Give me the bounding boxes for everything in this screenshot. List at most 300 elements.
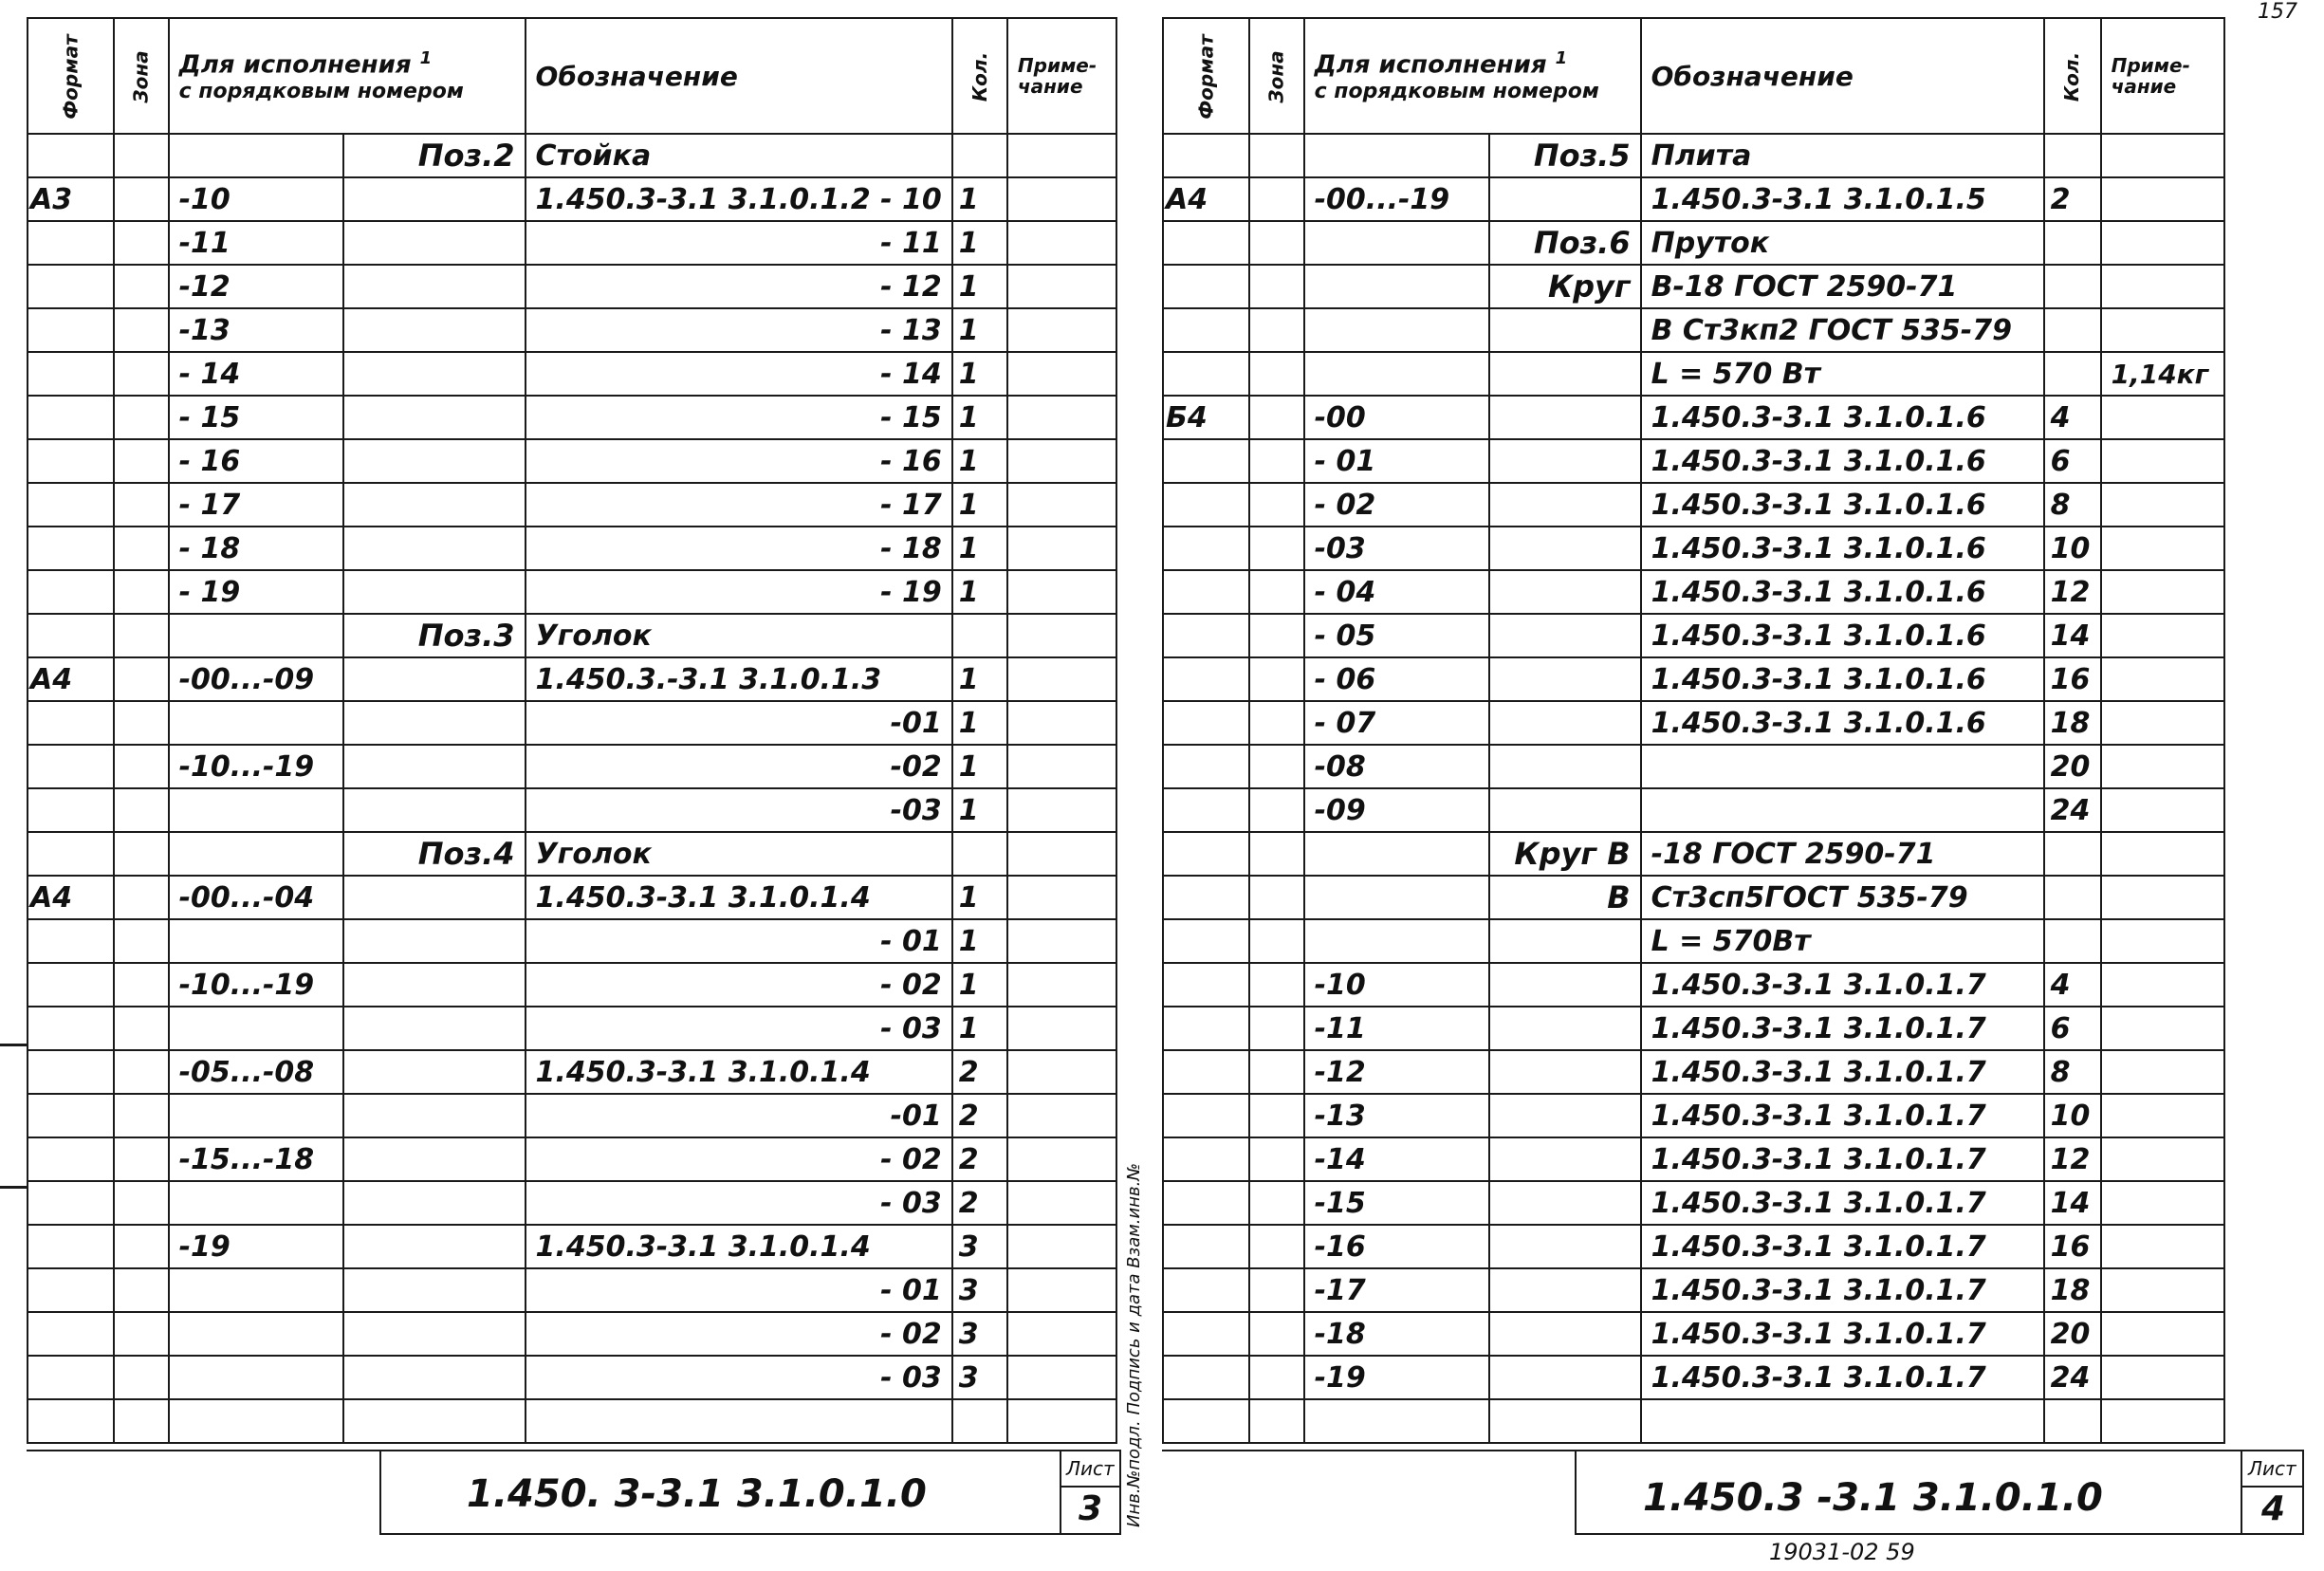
note-cell	[1007, 1181, 1116, 1225]
variant-cell	[169, 1312, 343, 1356]
format-header: Формат	[28, 18, 114, 134]
header-row	[1163, 18, 2224, 134]
qty-cell: 1	[952, 963, 1007, 1007]
table-row	[28, 1050, 1116, 1094]
zone-cell	[1249, 439, 1303, 483]
zone-cell	[1249, 1007, 1303, 1050]
note-cell	[1007, 352, 1116, 396]
designation-cell: -01	[526, 1094, 952, 1137]
position-cell: Поз.5	[1489, 134, 1641, 177]
zone-cell	[1249, 1312, 1303, 1356]
note-cell	[1007, 396, 1116, 439]
qty-cell: 8	[2044, 483, 2101, 527]
variant-cell: -15	[1304, 1181, 1489, 1225]
position-cell	[343, 1312, 526, 1356]
left-sheet-number: 3	[1079, 1489, 1103, 1528]
designation-cell: 1.450.3-3.1 3.1.0.1.5	[1641, 177, 2044, 221]
position-cell	[343, 788, 526, 832]
variant-cell: -13	[1304, 1094, 1489, 1137]
zone-cell	[1249, 265, 1303, 308]
zone-cell	[114, 876, 168, 919]
position-cell: Поз.6	[1489, 221, 1641, 265]
zone-cell	[114, 657, 168, 701]
zone-cell	[1249, 614, 1303, 657]
note-cell	[2101, 570, 2224, 614]
designation-cell: 1.450.3-3.1 3.1.0.1.7	[1641, 1007, 2044, 1050]
designation-cell	[526, 1399, 952, 1443]
note-cell	[2101, 1137, 2224, 1181]
note-cell	[2101, 919, 2224, 963]
qty-cell: 1	[952, 657, 1007, 701]
variant-cell	[1304, 919, 1489, 963]
designation-cell: Уголок	[526, 832, 952, 876]
qty-cell	[952, 134, 1007, 177]
table-row	[28, 614, 1116, 657]
qty-cell: 3	[952, 1268, 1007, 1312]
variant-cell	[169, 134, 343, 177]
designation-cell: - 14	[526, 352, 952, 396]
format-cell	[28, 1007, 114, 1050]
format-cell	[1163, 1356, 1249, 1399]
qty-cell: 1	[952, 527, 1007, 570]
format-cell	[1163, 1268, 1249, 1312]
designation-cell	[1641, 745, 2044, 788]
table-row	[1163, 221, 2224, 265]
qty-cell: 14	[2044, 1181, 2101, 1225]
qty-cell: 24	[2044, 1356, 2101, 1399]
designation-cell: 1.450.3-3.1 3.1.0.1.7	[1641, 1356, 2044, 1399]
format-cell	[28, 919, 114, 963]
position-cell	[343, 570, 526, 614]
position-cell	[1489, 1356, 1641, 1399]
designation-cell	[1641, 1399, 2044, 1443]
note-cell	[1007, 832, 1116, 876]
table-row	[1163, 614, 2224, 657]
qty-cell	[2044, 352, 2101, 396]
variant-cell: -11	[169, 221, 343, 265]
position-cell	[1489, 1312, 1641, 1356]
note-cell	[1007, 1137, 1116, 1181]
header-row	[28, 18, 1116, 134]
position-cell	[1489, 1007, 1641, 1050]
variant-cell: -19	[169, 1225, 343, 1268]
table-row	[1163, 832, 2224, 876]
table-row	[28, 570, 1116, 614]
format-cell	[28, 1094, 114, 1137]
variant-cell	[169, 1356, 343, 1399]
table-row	[1163, 177, 2224, 221]
table-row	[1163, 745, 2224, 788]
note-cell	[2101, 483, 2224, 527]
zone-cell	[1249, 919, 1303, 963]
position-cell	[343, 177, 526, 221]
qty-cell: 1	[952, 221, 1007, 265]
designation-cell: 1.450.3-3.1 3.1.0.1.6	[1641, 570, 2044, 614]
zone-cell	[114, 701, 168, 745]
note-cell	[2101, 1094, 2224, 1137]
table-row	[1163, 396, 2224, 439]
format-cell	[28, 439, 114, 483]
qty-cell: 8	[2044, 1050, 2101, 1094]
note-cell	[2101, 396, 2224, 439]
zone-cell	[114, 527, 168, 570]
variant-cell: -10...-19	[169, 963, 343, 1007]
format-cell	[28, 1356, 114, 1399]
position-cell	[1489, 177, 1641, 221]
footer-number: 19031-02 59	[1769, 1539, 1915, 1565]
format-header: Формат	[1163, 18, 1249, 134]
variant-cell: -09	[1304, 788, 1489, 832]
variant-cell: - 19	[169, 570, 343, 614]
designation-cell: 1.450.3-3.1 3.1.0.1.6	[1641, 483, 2044, 527]
position-cell	[1489, 657, 1641, 701]
table-row	[28, 265, 1116, 308]
variant-cell	[169, 1007, 343, 1050]
format-cell	[28, 396, 114, 439]
zone-cell	[114, 1137, 168, 1181]
designation-cell: -03	[526, 788, 952, 832]
position-cell	[1489, 527, 1641, 570]
designation-cell: - 01	[526, 1268, 952, 1312]
variant-cell: -12	[1304, 1050, 1489, 1094]
table-row	[28, 177, 1116, 221]
variant-cell	[1304, 134, 1489, 177]
zone-cell	[1249, 396, 1303, 439]
position-cell: Поз.4	[343, 832, 526, 876]
variant-cell: - 14	[169, 352, 343, 396]
designation-cell: - 02	[526, 1137, 952, 1181]
zone-cell	[1249, 1181, 1303, 1225]
format-cell	[1163, 439, 1249, 483]
right-sheet-number: 4	[2261, 1489, 2286, 1528]
qty-cell: 16	[2044, 1225, 2101, 1268]
position-cell	[343, 1050, 526, 1094]
table-row	[28, 745, 1116, 788]
designation-cell: 1.450.3-3.1 3.1.0.1.4	[526, 876, 952, 919]
table-row	[28, 1181, 1116, 1225]
qty-cell: 10	[2044, 1094, 2101, 1137]
side-stamp: Инв.№подл. Подпись и дата Взам.инв.№	[1124, 1162, 1144, 1527]
qty-cell	[2044, 265, 2101, 308]
note-cell	[1007, 963, 1116, 1007]
variant-cell	[1304, 1399, 1489, 1443]
zone-cell	[1249, 221, 1303, 265]
qty-cell: 20	[2044, 1312, 2101, 1356]
variant-cell	[1304, 308, 1489, 352]
qty-cell: 18	[2044, 1268, 2101, 1312]
position-cell	[343, 876, 526, 919]
qty-cell: 12	[2044, 1137, 2101, 1181]
note-cell	[1007, 221, 1116, 265]
designation-cell: - 13	[526, 308, 952, 352]
note-cell	[2101, 1007, 2224, 1050]
variant-cell: -00...-19	[1304, 177, 1489, 221]
format-cell	[28, 832, 114, 876]
qty-cell: 16	[2044, 657, 2101, 701]
note-cell	[2101, 527, 2224, 570]
qty-cell: 1	[952, 701, 1007, 745]
zone-cell	[114, 1312, 168, 1356]
variant-cell: -15...-18	[169, 1137, 343, 1181]
format-cell	[28, 483, 114, 527]
format-cell	[1163, 919, 1249, 963]
designation-cell: 1.450.3-3.1 3.1.0.1.4	[526, 1225, 952, 1268]
format-cell	[28, 352, 114, 396]
table-row	[28, 527, 1116, 570]
designation-cell: - 03	[526, 1007, 952, 1050]
table-row	[28, 1094, 1116, 1137]
note-cell	[2101, 177, 2224, 221]
note-cell	[2101, 701, 2224, 745]
designation-cell: 1.450.3-3.1 3.1.0.1.7	[1641, 1050, 2044, 1094]
zone-cell	[114, 1225, 168, 1268]
position-cell	[343, 963, 526, 1007]
position-cell: Круг	[1489, 265, 1641, 308]
note-cell	[1007, 570, 1116, 614]
zone-header: Зона	[114, 18, 168, 134]
position-cell	[343, 439, 526, 483]
qty-cell: 1	[952, 745, 1007, 788]
note-cell	[2101, 221, 2224, 265]
position-cell	[343, 352, 526, 396]
table-row	[28, 657, 1116, 701]
format-cell	[28, 745, 114, 788]
table-row	[1163, 963, 2224, 1007]
format-cell	[1163, 701, 1249, 745]
position-cell: Круг В	[1489, 832, 1641, 876]
qty-cell	[952, 832, 1007, 876]
variant-cell: -10	[169, 177, 343, 221]
note-cell	[2101, 1356, 2224, 1399]
position-cell	[343, 221, 526, 265]
variant-cell	[169, 1181, 343, 1225]
position-cell	[343, 701, 526, 745]
format-cell: А3	[28, 177, 114, 221]
designation-cell: 1.450.3-3.1 3.1.0.1.4	[526, 1050, 952, 1094]
designation-cell: - 15	[526, 396, 952, 439]
table-row	[28, 1356, 1116, 1399]
table-row	[1163, 527, 2224, 570]
qty-cell: 1	[952, 876, 1007, 919]
note-cell	[2101, 745, 2224, 788]
table-row	[28, 788, 1116, 832]
note-cell	[1007, 701, 1116, 745]
qty-cell: 20	[2044, 745, 2101, 788]
table-row	[1163, 1399, 2224, 1443]
zone-cell	[114, 788, 168, 832]
note-cell	[1007, 177, 1116, 221]
qty-cell: 3	[952, 1225, 1007, 1268]
position-cell	[343, 1356, 526, 1399]
qty-cell	[2044, 832, 2101, 876]
note-header: Приме-чание	[2101, 18, 2224, 134]
qty-cell	[952, 614, 1007, 657]
zone-cell	[114, 483, 168, 527]
format-cell	[28, 1225, 114, 1268]
note-cell	[2101, 265, 2224, 308]
table-row	[28, 919, 1116, 963]
qty-cell: 2	[952, 1094, 1007, 1137]
note-cell	[1007, 1050, 1116, 1094]
designation-cell: - 12	[526, 265, 952, 308]
designation-cell: 1.450.3-3.1 3.1.0.1.6	[1641, 439, 2044, 483]
qty-cell: 2	[952, 1050, 1007, 1094]
note-cell	[1007, 1007, 1116, 1050]
zone-cell	[1249, 1399, 1303, 1443]
position-cell	[343, 1268, 526, 1312]
zone-cell	[114, 1050, 168, 1094]
designation-cell	[1641, 788, 2044, 832]
left-spec-table	[27, 17, 1117, 1444]
zone-cell	[114, 1094, 168, 1137]
note-cell	[2101, 614, 2224, 657]
format-cell: Б4	[1163, 396, 1249, 439]
qty-cell: 1	[952, 439, 1007, 483]
note-cell: 1,14кг	[2101, 352, 2224, 396]
table-row	[1163, 657, 2224, 701]
qty-cell	[2044, 134, 2101, 177]
variant-cell: -00...-09	[169, 657, 343, 701]
note-cell	[1007, 614, 1116, 657]
position-cell	[343, 1094, 526, 1137]
zone-cell	[114, 745, 168, 788]
designation-cell: - 16	[526, 439, 952, 483]
position-cell: Поз.3	[343, 614, 526, 657]
variant-cell: -00	[1304, 396, 1489, 439]
format-cell	[28, 308, 114, 352]
table-row	[28, 1137, 1116, 1181]
qty-cell: 1	[952, 919, 1007, 963]
format-cell	[28, 570, 114, 614]
format-cell	[1163, 1050, 1249, 1094]
position-cell	[343, 265, 526, 308]
table-row	[28, 1007, 1116, 1050]
note-cell	[1007, 265, 1116, 308]
note-cell	[1007, 134, 1116, 177]
variant-cell	[1304, 221, 1489, 265]
format-cell	[1163, 570, 1249, 614]
designation-cell: 1.450.3-3.1 3.1.0.1.6	[1641, 396, 2044, 439]
zone-cell	[114, 265, 168, 308]
zone-cell	[114, 439, 168, 483]
table-row	[1163, 483, 2224, 527]
designation-header: Обозначение	[1641, 18, 2044, 134]
table-row	[1163, 1312, 2224, 1356]
designation-cell: Уголок	[526, 614, 952, 657]
designation-cell: В-18 ГОСТ 2590-71	[1641, 265, 2044, 308]
zone-cell	[1249, 701, 1303, 745]
position-cell	[1489, 396, 1641, 439]
table-row	[28, 701, 1116, 745]
format-cell	[28, 1137, 114, 1181]
table-row	[28, 832, 1116, 876]
table-row	[28, 396, 1116, 439]
qty-cell: 2	[952, 1137, 1007, 1181]
format-cell	[28, 1268, 114, 1312]
position-cell	[1489, 701, 1641, 745]
designation-cell: Плита	[1641, 134, 2044, 177]
note-cell	[1007, 527, 1116, 570]
position-cell	[1489, 1181, 1641, 1225]
format-cell	[1163, 1094, 1249, 1137]
zone-cell	[1249, 1225, 1303, 1268]
qty-cell	[2044, 221, 2101, 265]
position-cell	[343, 308, 526, 352]
variant-cell: -18	[1304, 1312, 1489, 1356]
note-cell	[1007, 1312, 1116, 1356]
qty-cell: 1	[952, 177, 1007, 221]
variant-cell: - 04	[1304, 570, 1489, 614]
table-row	[1163, 352, 2224, 396]
zone-cell	[114, 963, 168, 1007]
qty-cell: 3	[952, 1312, 1007, 1356]
qty-cell: 14	[2044, 614, 2101, 657]
note-cell	[1007, 788, 1116, 832]
designation-cell: - 11	[526, 221, 952, 265]
zone-header: Зона	[1249, 18, 1303, 134]
variant-cell: -13	[169, 308, 343, 352]
note-cell	[1007, 657, 1116, 701]
table-row	[28, 308, 1116, 352]
format-cell	[28, 1312, 114, 1356]
variant-cell: -11	[1304, 1007, 1489, 1050]
right-spec-table	[1162, 17, 2225, 1444]
note-cell	[1007, 1094, 1116, 1137]
qty-header: Кол.	[2044, 18, 2101, 134]
table-row	[1163, 1050, 2224, 1094]
variant-cell: -19	[1304, 1356, 1489, 1399]
qty-cell: 2	[2044, 177, 2101, 221]
designation-cell: Ст3сп5ГОСТ 535-79	[1641, 876, 2044, 919]
note-cell	[2101, 1181, 2224, 1225]
qty-cell: 6	[2044, 1007, 2101, 1050]
format-cell	[28, 1050, 114, 1094]
format-cell	[1163, 221, 1249, 265]
qty-cell: 18	[2044, 701, 2101, 745]
right-stamp	[1575, 1450, 2304, 1535]
designation-cell: 1.450.3-3.1 3.1.0.1.2 - 10	[526, 177, 952, 221]
qty-cell: 1	[952, 352, 1007, 396]
variant-cell	[169, 614, 343, 657]
format-cell	[1163, 745, 1249, 788]
qty-cell: 12	[2044, 570, 2101, 614]
table-row	[1163, 876, 2224, 919]
format-cell: А4	[1163, 177, 1249, 221]
qty-cell: 1	[952, 308, 1007, 352]
format-cell	[28, 1181, 114, 1225]
zone-cell	[1249, 963, 1303, 1007]
note-cell	[2101, 1268, 2224, 1312]
position-cell	[1489, 745, 1641, 788]
position-cell	[1489, 788, 1641, 832]
zone-cell	[114, 1399, 168, 1443]
variant-cell	[1304, 832, 1489, 876]
zone-cell	[1249, 745, 1303, 788]
format-cell	[1163, 832, 1249, 876]
note-cell	[1007, 483, 1116, 527]
zone-cell	[1249, 788, 1303, 832]
designation-cell: L = 570Вт	[1641, 919, 2044, 963]
variant-cell	[1304, 876, 1489, 919]
variant-cell: - 07	[1304, 701, 1489, 745]
format-cell	[1163, 1225, 1249, 1268]
zone-cell	[1249, 134, 1303, 177]
table-row	[28, 221, 1116, 265]
format-cell	[28, 221, 114, 265]
note-cell	[1007, 439, 1116, 483]
zone-cell	[114, 1356, 168, 1399]
designation-cell: 1.450.3.-3.1 3.1.0.1.3	[526, 657, 952, 701]
